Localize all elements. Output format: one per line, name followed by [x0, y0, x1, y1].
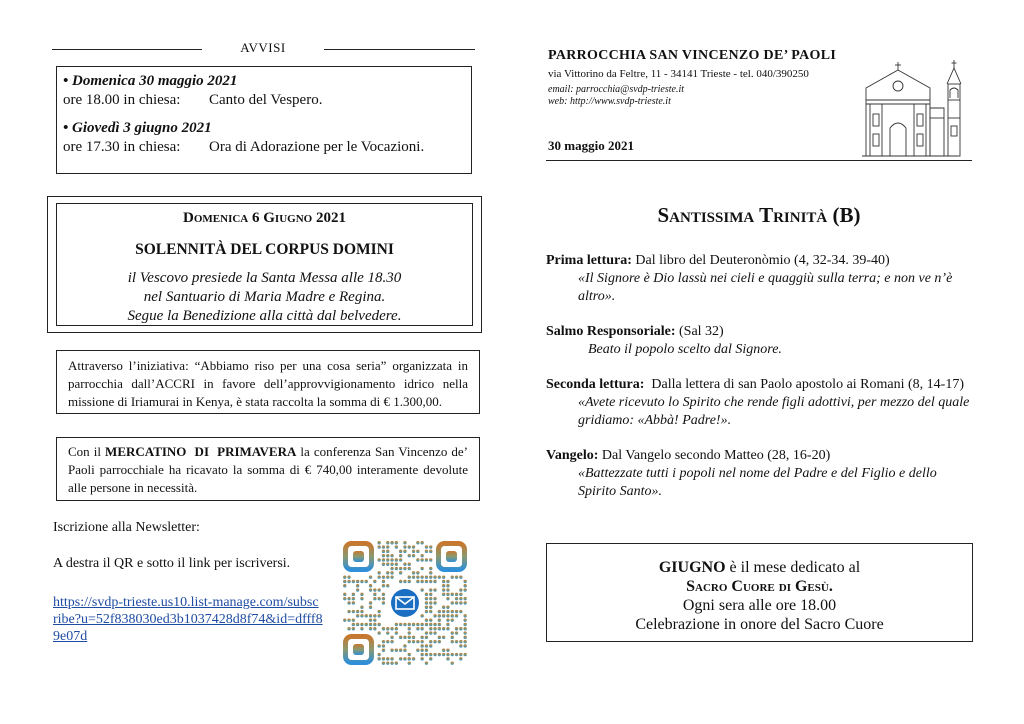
june-sacred-heart-box — [546, 543, 973, 642]
event-activity: Canto del Vespero. — [209, 92, 323, 108]
header-divider — [546, 160, 972, 161]
corpus-domini-description — [57, 269, 472, 326]
parish-email: email: parrocchia@svdp-trieste.it — [548, 84, 685, 95]
header-rule-right — [324, 49, 475, 50]
reading-label: Salmo Responsoriale: — [546, 324, 676, 339]
envelope-icon — [388, 586, 422, 620]
newsletter-qr-instructions: A destra il QR e sotto il link per iscriversi. — [53, 556, 291, 571]
reading-quote: «Battezzate tutti i popoli nel nome del Padre e del Figlio e dello Spirito Santo». — [578, 466, 937, 499]
avvisi-header — [52, 40, 475, 58]
event-date: • Giovedì 3 giugno 2021 — [63, 120, 212, 136]
newsletter-subscribe-link[interactable]: https://svdp-trieste.us10.list-manage.com/subscribe?u=52f838030ed3b1037428d8f74&id=dfff89e07d — [53, 595, 323, 644]
accri-initiative-text: Attraverso l’iniziativa: “Abbiamo riso per una cosa seria” organizzata in parrocchia dall’ACCRI in favore dell’approvvigionamento idrico nella missione di Iriamurai in Kenya, è stata raccolta la somma di € 1.300,00. — [68, 358, 468, 409]
corpus-domini-date: Domenica 6 Giugno 2021 — [183, 210, 346, 226]
event-time: ore 17.30 in chiesa: — [63, 139, 181, 155]
description-line: Segue la Benedizione alla città dal belvedere. — [127, 308, 402, 324]
reading-first — [546, 252, 974, 306]
avvisi-title: AVVISI — [240, 40, 286, 55]
event-activity: Ora di Adorazione per le Vocazioni. — [209, 139, 425, 155]
sacred-heart-name: Sacro Cuore di Gesù. — [686, 578, 833, 595]
reading-gospel — [546, 447, 974, 501]
reading-source: Dal libro del Deuteronòmio (4, 32-34. 39-40) — [631, 253, 890, 268]
june-celebration: Celebrazione in onore del Sacro Cuore — [635, 616, 884, 633]
parish-address: via Vittorino da Feltre, 11 - 34141 Trieste - tel. 040/390250 — [548, 68, 809, 80]
reading-source: Dalla lettera di san Paolo apostolo ai Romani (8, 14-17) — [644, 377, 964, 392]
issue-date: 30 maggio 2021 — [548, 138, 634, 153]
feast-title: Santissima Trinità (B) — [657, 203, 861, 227]
reading-source: Dal Vangelo secondo Matteo (28, 16-20) — [598, 448, 831, 463]
june-text: è il mese dedicato al — [725, 559, 861, 576]
church-drawing-icon — [848, 48, 972, 160]
accri-initiative-box — [56, 350, 480, 414]
header-rule-left — [52, 49, 202, 50]
description-line: il Vescovo presiede la Santa Messa alle 18.30 — [127, 270, 402, 286]
reading-label: Vangelo: — [546, 448, 599, 463]
parish-name: PARROCCHIA SAN VINCENZO DE’ PAOLI — [548, 48, 837, 63]
mercatino-text-pre: Con il — [68, 444, 106, 459]
reading-second — [546, 376, 974, 430]
mercatino-highlight: MERCATINO DI PRIMAVERA — [105, 444, 297, 459]
corpus-domini-title: SOLENNITÀ DEL CORPUS DOMINI — [135, 241, 394, 258]
corpus-domini-inner — [56, 203, 473, 326]
description-line: nel Santuario di Maria Madre e Regina. — [143, 289, 386, 305]
reading-label: Seconda lettura: — [546, 377, 645, 392]
announcements-box — [56, 66, 472, 174]
event-date: • Domenica 30 maggio 2021 — [63, 73, 238, 89]
mercatino-text-post: la conferenza San Vincenzo de’ Paoli parrocchiale ha ricavato la somma di € 740,00 interamente devolute alle persone in necessità. — [68, 444, 468, 495]
parish-website: web: http://www.svdp-trieste.it — [548, 96, 671, 107]
reading-psalm — [546, 323, 974, 359]
mercatino-box — [56, 437, 480, 501]
newsletter-label: Iscrizione alla Newsletter: — [53, 520, 200, 535]
reading-label: Prima lettura: — [546, 253, 632, 268]
event-item — [63, 119, 465, 157]
reading-quote: «Il Signore è Dio lassù nei cieli e quaggiù sulla terra; e non ve n’è altro». — [578, 271, 953, 304]
june-schedule: Ogni sera alle ore 18.00 — [682, 597, 837, 614]
event-time: ore 18.00 in chiesa: — [63, 92, 181, 108]
reading-quote: Beato il popolo scelto dal Signore. — [588, 342, 782, 357]
qr-code-icon[interactable] — [341, 539, 469, 667]
june-month: GIUGNO — [658, 559, 726, 576]
event-item — [63, 72, 465, 110]
reading-quote: «Avete ricevuto lo Spirito che rende figli adottivi, per mezzo del quale gridiamo: «Abbà! Padre!». — [578, 395, 970, 428]
reading-source: (Sal 32) — [675, 324, 724, 339]
corpus-domini-box — [47, 196, 482, 333]
